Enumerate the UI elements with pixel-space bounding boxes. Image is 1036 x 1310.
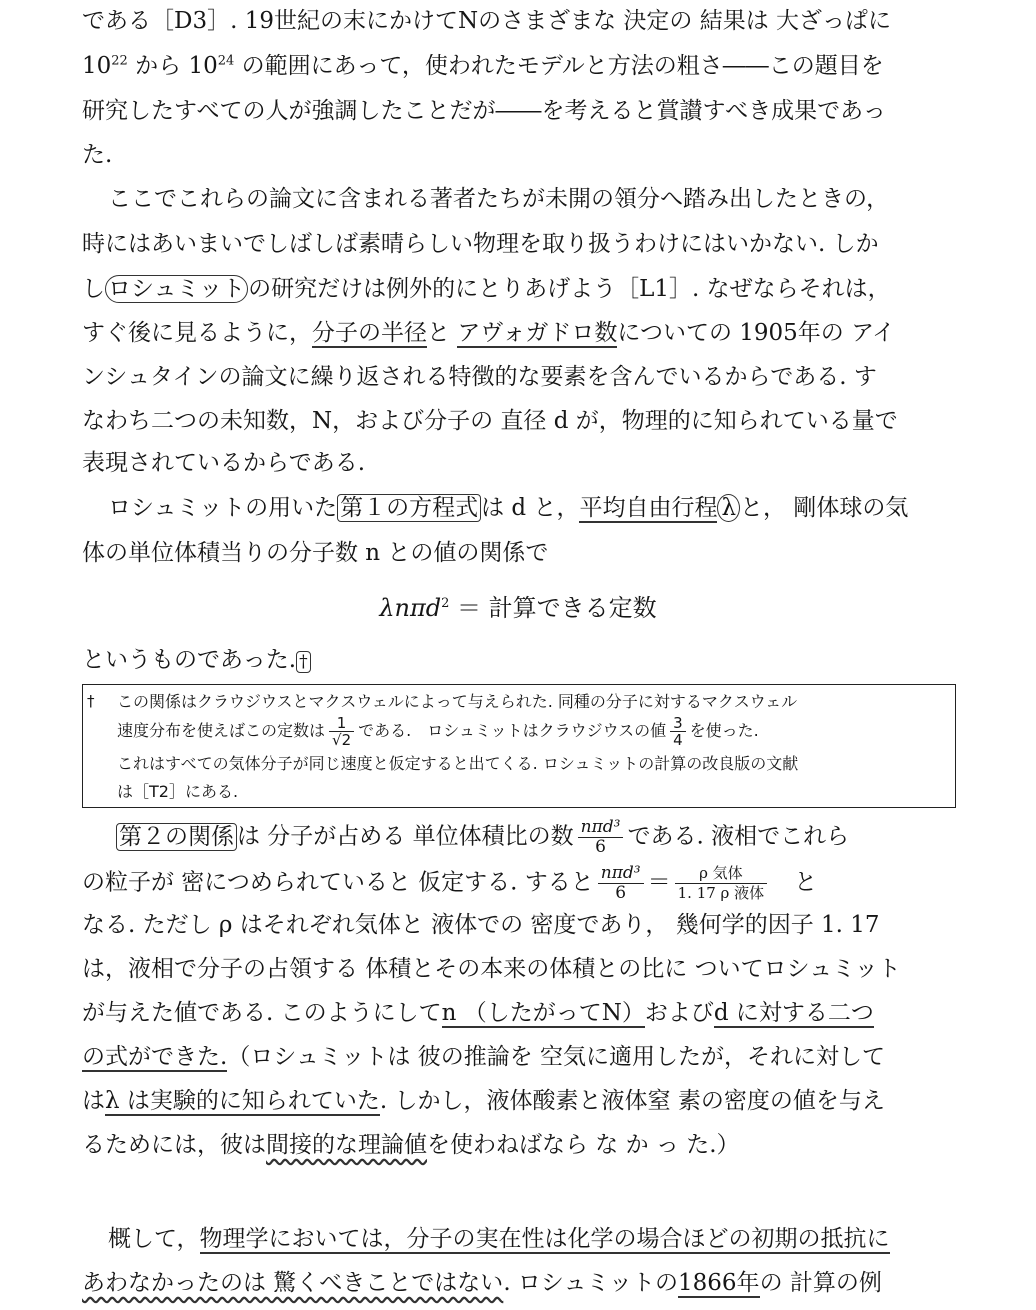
underline-avogadro-number: アヴォガドロ数: [457, 320, 618, 346]
text-line: である［D3］. 19世紀の末にかけてNのさまざまな 決定の 結果は 大ざっぱに: [82, 8, 892, 34]
text-line: た.: [82, 142, 113, 168]
text-line: るためには，彼は間接的な理論値を使わねばなら な か っ た.）: [82, 1132, 740, 1158]
text-line: ここでこれらの論文に含まれる著者たちが未開の領分へ踏み出したときの，: [108, 186, 890, 212]
underline-two-equations: d に対する二つ: [713, 1000, 874, 1026]
footnote-line: 速度分布を使えばこの定数は $\frac{1}{√2}$ である. ロシュミットはクラウジウスの値 $\frac{3}{4}$ を使った.: [117, 714, 759, 749]
underline-year-1866: 1866年: [678, 1270, 760, 1296]
highlight-second-relation: 第２の関係: [116, 823, 237, 851]
highlight-first-equation: 第１の方程式: [337, 494, 481, 522]
text-line: $10^{22}$ から $10^{24}$ の範囲にあって，使われたモデルと方法の粗さ――この題目を: [82, 53, 884, 79]
footnote-marker[interactable]: †: [296, 651, 311, 673]
text-line: あわなかったのは 驚くべきことではない. ロシュミットの1866年の 計算の例: [82, 1270, 882, 1296]
footnote-dagger: †: [87, 692, 95, 710]
text-line: は，液相で分子の占領する 体積とその本来の体積との比に ついてロシュミット: [82, 956, 901, 982]
underline-equations-made: の式ができた.: [82, 1044, 228, 1070]
underline-n-and-N: n （したがってN）: [441, 1000, 645, 1026]
text-line: 時にはあいまいでしばしば素晴らしい物理を取り扱うわけにはいかない. しか: [82, 231, 879, 257]
highlight-loschmidt: ロシュミット: [105, 275, 248, 303]
text-line: が与えた値である. このようにしてn （したがってN）およびd に対する二つ: [82, 1000, 874, 1026]
wavy-underline-not-surprising: あわなかったのは 驚くべきことではない: [82, 1270, 504, 1296]
text-line: はλ は実験的に知られていた. しかし，液体酸素と液体窒 素の密度の値を与え: [82, 1088, 885, 1114]
text-line: というものであった. †: [82, 645, 954, 677]
footnote-box: [82, 684, 956, 808]
footnote-line: これはすべての気体分子が同じ速度と仮定すると出てくる. ロシュミットの計算の改良版の文献: [117, 754, 799, 773]
text-line: 体の単位体積当りの分子数 n との値の関係で: [82, 540, 549, 566]
text-line: なる. ただし ρ はそれぞれ気体と 液体での 密度であり， 幾何学的因子 1. 17: [82, 912, 880, 938]
underline-mean-free-path: 平均自由行程: [579, 495, 718, 521]
circled-lambda: λ: [717, 494, 740, 522]
text-line: 表現されているからである.: [82, 450, 366, 476]
text-line: 概して，物理学においては，分子の実在性は化学の場合ほどの初期の抵抗に: [108, 1226, 890, 1252]
text-line: なわち二つの未知数，N，および分子の 直径 d が，物理的に知られている量で: [82, 408, 898, 434]
text-line: の式ができた.（ロシュミットは 彼の推論を 空気に適用したが，それに対して: [82, 1044, 886, 1070]
underline-lambda-known: λ は実験的に知られていた: [105, 1088, 380, 1114]
text-line: し ロシュミット の研究だけは例外的にとりあげよう［L1］. なぜならそれは，: [82, 276, 891, 302]
footnote-line: は［T2］にある.: [117, 782, 239, 801]
text-line: 第２の関係 は 分子が占める 単位体積比の数 $\frac{\text{nπd³}}{6}$ である. 液相でこれら: [116, 818, 956, 857]
text-line: 研究したすべての人が強調したことだが――を考えると賞讃すべき成果であっ: [82, 98, 886, 124]
underline-molecular-radius: 分子の半径: [312, 320, 427, 346]
formula: λnπd$^2$ ＝ 計算できる定数: [379, 594, 657, 622]
text-line: の粒子が 密につめられていると 仮定する. すると $\frac{\text{nπd³}}{6}$ ＝ $\frac{\text{ρ 気体}}{\text{1. 17 ρ 液体}}$ と: [82, 863, 818, 903]
footnote-line: この関係はクラウジウスとマクスウェルによって与えられた. 同種の分子に対するマクスウェル: [117, 692, 798, 711]
text-line: ンシュタインの論文に繰り返される特徴的な要素を含んでいるからである. す: [82, 364, 877, 390]
underline-physics-statement: 物理学においては，分子の実在性は化学の場合ほどの初期の抵抗に: [199, 1226, 890, 1252]
text-line: すぐ後に見るように，分子の半径と アヴォガドロ数についての 1905年の アイ: [82, 320, 896, 346]
text-line: ロシュミットの用いた 第１の方程式 は d と，平均自由行程 λ と， 剛体球の気: [108, 495, 909, 521]
wavy-underline-indirect-value: 間接的な理論値: [266, 1132, 427, 1158]
